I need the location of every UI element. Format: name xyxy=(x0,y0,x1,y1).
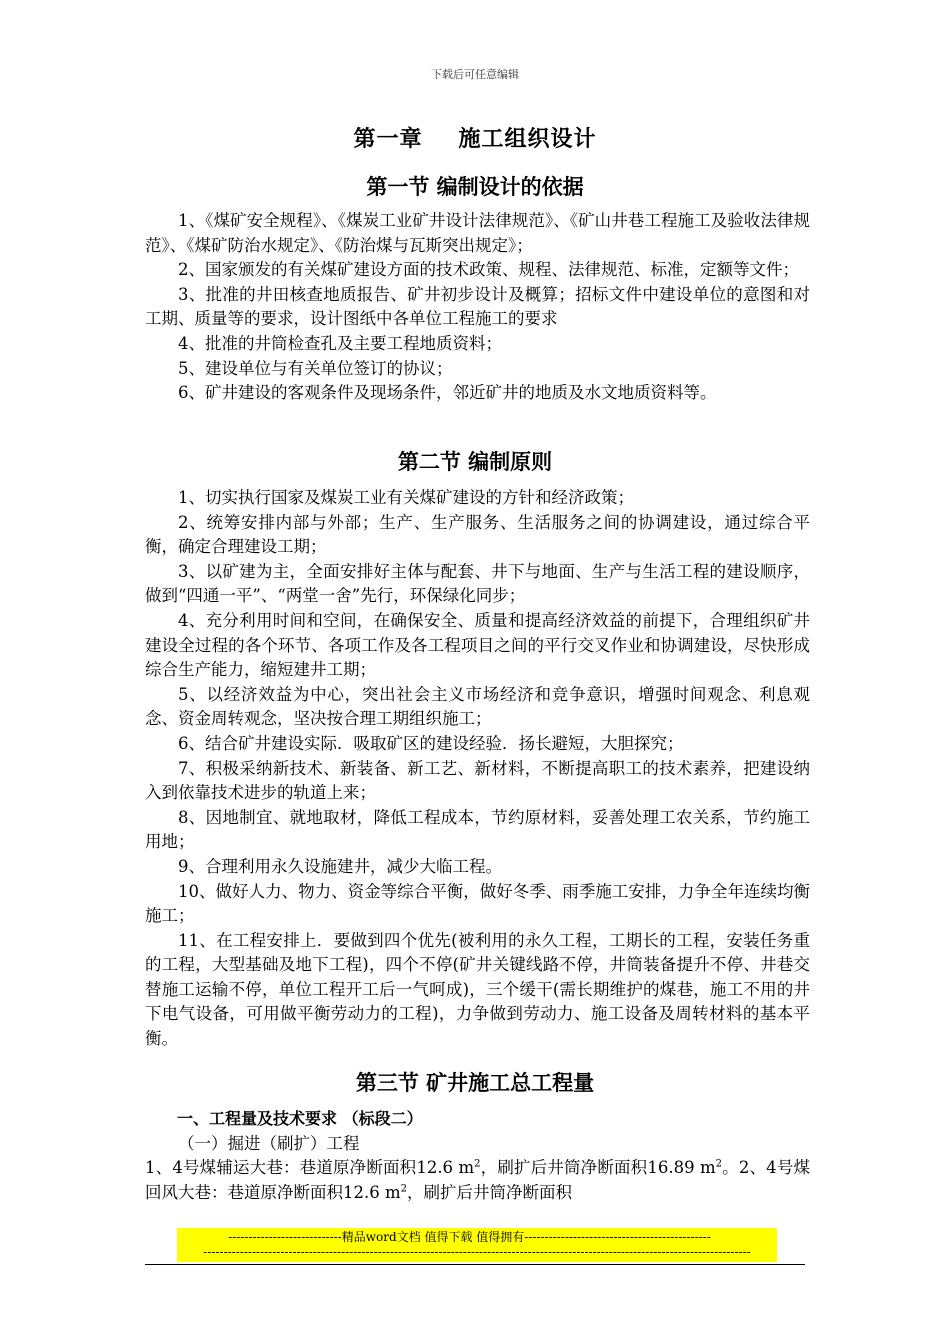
footer-line1: ----------------------------精品word文档 值得下载 值得拥有---------------------------------------------- xyxy=(228,1230,711,1244)
section3-body xyxy=(145,1107,810,1205)
section2-item: 7、积极采纳新技术、新装备、新工艺、新材料，不断提高职工的技术素养，把建设纳入到依靠技术进步的轨道上来； xyxy=(145,758,810,803)
footer-rule xyxy=(145,1264,805,1265)
section1-item: 1、《煤矿安全规程》、《煤炭工业矿井设计法律规范》、《矿山井巷工程施工及验收法律规范》、《煤矿防治水规定》、《防治煤与瓦斯突出规定》； xyxy=(145,211,810,255)
section2-item: 4、充分利用时间和空间，在确保安全、质量和提高经济效益的前提下，合理组织矿井建设全过程的各个环节、各项工作及各工程项目之间的平行交叉作业和协调建设，尽快形成综合生产能力，缩短建井工期； xyxy=(145,610,810,680)
section1-title: 第一节 编制设计的依据 xyxy=(366,175,584,199)
section2-item: 3、以矿建为主，全面安排好主体与配套、井下与地面、生产与生活工程的建设顺序，做到“四通一平”、“两堂一舍”先行，环保绿化同步； xyxy=(145,561,810,606)
section2-item: 1、切实执行国家及煤炭工业有关煤矿建设的方针和经济政策； xyxy=(178,488,634,507)
section1-item: 4、批准的井筒检查孔及主要工程地质资料； xyxy=(178,333,502,353)
section2-item: 9、合理利用永久设施建井，减少大临工程。 xyxy=(178,856,502,876)
section2-heading-wrap xyxy=(0,447,950,477)
section2-item: 10、做好人力、物力、资金等综合平衡，做好冬季、雨季施工安排，力争全年连续均衡施工； xyxy=(145,881,810,926)
chapter-name: 施工组织设计 xyxy=(458,127,597,152)
section3-heading-wrap xyxy=(0,1068,950,1098)
section3-title: 第三节 矿井施工总工程量 xyxy=(355,1071,595,1095)
chapter-number: 第一章 xyxy=(353,127,423,152)
section2-item: 8、因地制宜、就地取材，降低工程成本，节约原材料，妥善处理工农关系，节约施工用地； xyxy=(145,807,810,852)
section2-title: 第二节 编制原则 xyxy=(397,450,553,474)
section1-item: 3、批准的井田核查地质报告、矿井初步设计及概算；招标文件中建设单位的意图和对工期、质量等的要求，设计图纸中各单位工程施工的要求 xyxy=(145,284,810,329)
section3-subheading: 一、工程量及技术要求 （标段二） xyxy=(177,1109,423,1128)
section2-item: 2、统筹安排内部与外部；生产、生产服务、生活服务之间的协调建设，通过综合平衡，确定合理建设工期； xyxy=(145,512,810,557)
section1-item: 2、国家颁发的有关煤矿建设方面的技术政策、规程、法律规范、标准，定额等文件； xyxy=(178,260,799,280)
section1-heading-wrap xyxy=(0,172,950,202)
footer-line2: --------------------------------------------------------------------------------------------------------------------------------------- xyxy=(203,1245,751,1259)
section3-paragraph: 1、4号煤辅运大巷：巷道原净断面积12.6 $m^2$，刷扩后井筒净断面积16.89 $m^2$。2、4号煤回风大巷：巷道原净断面积12.6 $m^2$，刷扩后井筒净断面积 xyxy=(145,1158,810,1202)
section2-body xyxy=(145,486,810,1052)
section1-body xyxy=(145,209,810,406)
section2-item: 6、结合矿井建设实际．吸取矿区的建设经验．扬长避短，大胆探究； xyxy=(178,733,684,753)
footer-banner xyxy=(177,1228,777,1262)
chapter-title xyxy=(0,122,950,153)
section1-item: 6、矿井建设的客观条件及现场条件，邻近矿井的地质及水文地质资料等。 xyxy=(178,383,717,403)
section3-subsubheading: （一）掘进（刷扩）工程 xyxy=(178,1133,360,1153)
section2-item: 5、以经济效益为中心，突出社会主义市场经济和竞争意识，增强时间观念、利息观念、资金周转观念，坚决按合理工期组织施工； xyxy=(145,684,810,729)
header-note: 下载后可任意编辑 xyxy=(431,68,519,81)
section1-item: 5、建设单位与有关单位签订的协议； xyxy=(178,358,453,378)
section2-item: 11、在工程安排上．要做到四个优先(被利用的永久工程，工期长的工程，安装任务重的工程，大型基础及地下工程)，四个不停(矿井关键线路不停，井筒装备提升不停、井巷交替施工运输不停，单位工程开工后一气呵成)，三个缓干(需长期维护的煤巷，施工不用的井下电气设备，可用做平衡劳动力的工程)，力争做到劳动力、施工设备及周转材料的基本平衡。 xyxy=(145,930,810,1049)
